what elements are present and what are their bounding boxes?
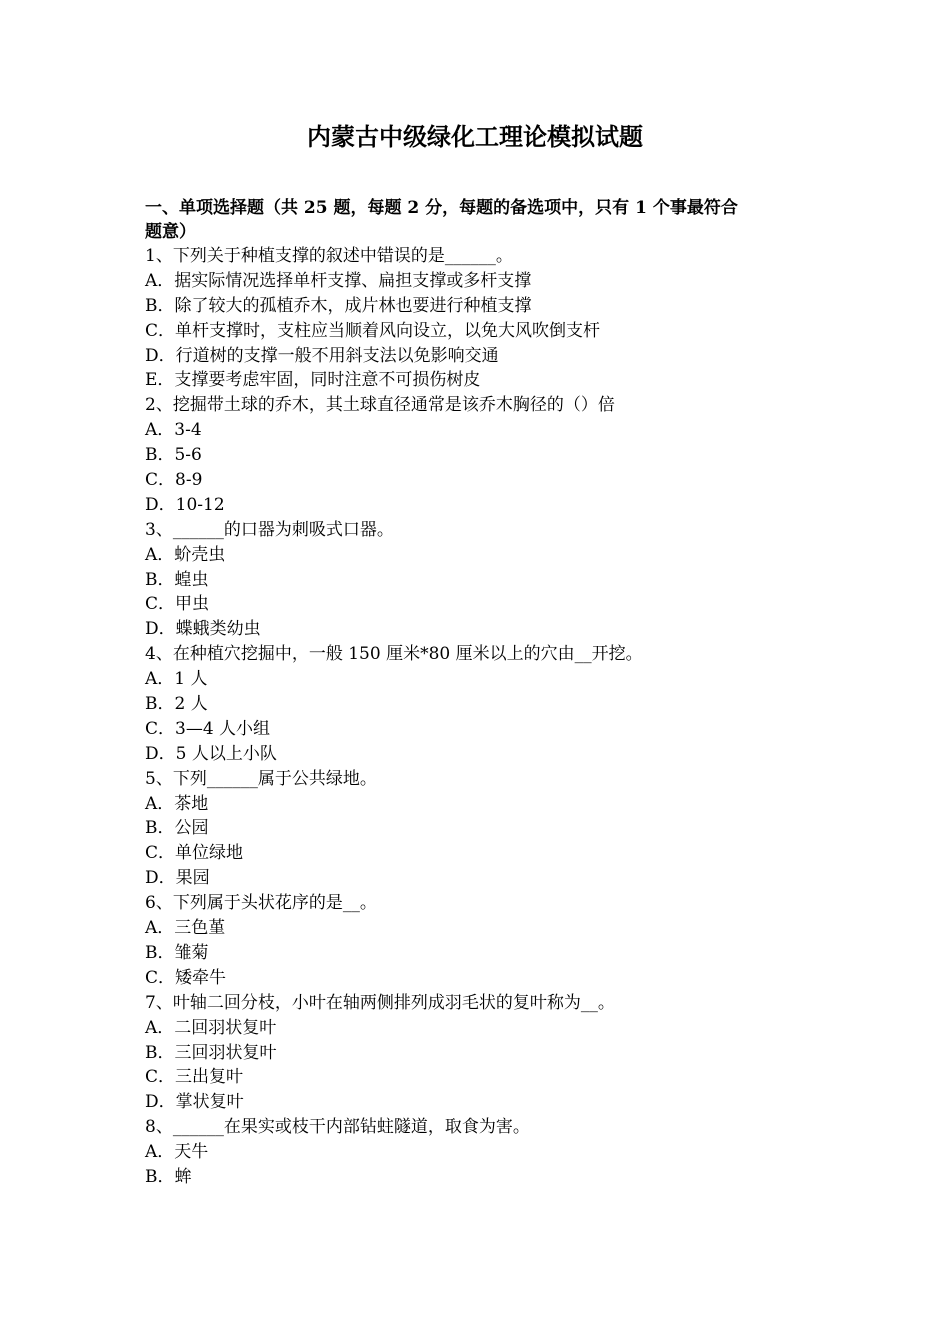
answer-option: D．果园 [145, 868, 210, 889]
answer-option: D．掌状复叶 [145, 1092, 244, 1113]
answer-option: D．蝶蛾类幼虫 [145, 619, 261, 640]
answer-option: A．3-4 [145, 420, 202, 441]
answer-option: A．天牛 [145, 1142, 209, 1163]
answer-option: A．据实际情况选择单杆支撑、扁担支撑或多杆支撑 [145, 270, 532, 291]
answer-option: B．蛑 [145, 1166, 192, 1187]
answer-option: C．3—4 人小组 [145, 718, 271, 739]
question-stem: 4、在种植穴挖掘中，一般 150 厘米*80 厘米以上的穴由__开挖。 [145, 644, 643, 665]
question-stem: 6、下列属于头状花序的是__。 [145, 893, 377, 914]
answer-option: B．雏菊 [145, 942, 209, 963]
question-stem: 8、______在果实或枝干内部钻蛀隧道，取食为害。 [145, 1117, 530, 1138]
answer-option: C．8-9 [145, 470, 203, 491]
answer-option: B．2 人 [145, 694, 208, 715]
answer-option: D．10-12 [145, 494, 225, 515]
answer-option: C．单杆支撑时，支柱应当顺着风向设立，以免大风吹倒支杆 [145, 320, 601, 341]
answer-option: B．三回羽状复叶 [145, 1042, 277, 1063]
answer-option: A．三色堇 [145, 918, 226, 939]
section-heading-line-1: 一、单项选择题（共 25 题，每题 2 分，每题的备选项中，只有 1 个事最符合 [145, 198, 738, 218]
question-item [145, 518, 810, 642]
answer-option: A．1 人 [145, 669, 208, 690]
question-stem: 1、下列关于种植支撑的叙述中错误的是______。 [145, 246, 513, 266]
answer-option: B．除了较大的孤植乔木，成片林也要进行种植支撑 [145, 295, 532, 316]
section-heading-line-2: 题意） [145, 222, 196, 242]
question-item [145, 1115, 810, 1190]
question-stem: 7、叶轴二回分枝，小叶在轴两侧排列成羽毛状的复叶称为__。 [145, 992, 615, 1013]
answer-option: C．三出复叶 [145, 1067, 244, 1088]
document-title: 内蒙古中级绿化工理论模拟试题 [307, 122, 643, 151]
answer-option: D．行道树的支撑一般不用斜支法以免影响交通 [145, 345, 499, 366]
answer-option: B．公园 [145, 818, 209, 839]
answer-option: E．支撑要考虑牢固，同时注意不可损伤树皮 [145, 370, 481, 391]
answer-option: C．矮牵牛 [145, 967, 227, 988]
question-stem: 3、______的口器为刺吸式口器。 [145, 519, 394, 540]
question-item [145, 393, 810, 517]
section-heading [145, 196, 810, 244]
question-list [145, 244, 810, 1190]
question-stem: 5、下列______属于公共绿地。 [145, 768, 377, 789]
answer-option: B．5-6 [145, 445, 202, 466]
answer-option: C．单位绿地 [145, 843, 244, 864]
answer-option: C．甲虫 [145, 594, 210, 615]
answer-option: D．5 人以上小队 [145, 743, 277, 764]
document-body [145, 196, 810, 1190]
answer-option: B．蝗虫 [145, 569, 209, 590]
question-item [145, 244, 810, 393]
question-item [145, 642, 810, 766]
question-item [145, 891, 810, 991]
answer-option: A．二回羽状复叶 [145, 1017, 277, 1038]
question-stem: 2、挖掘带土球的乔木，其土球直径通常是该乔木胸径的（）倍 [145, 395, 615, 416]
answer-option: A．茶地 [145, 793, 209, 814]
answer-option: A．蚧壳虫 [145, 544, 226, 565]
question-item [145, 767, 810, 891]
question-item [145, 991, 810, 1115]
